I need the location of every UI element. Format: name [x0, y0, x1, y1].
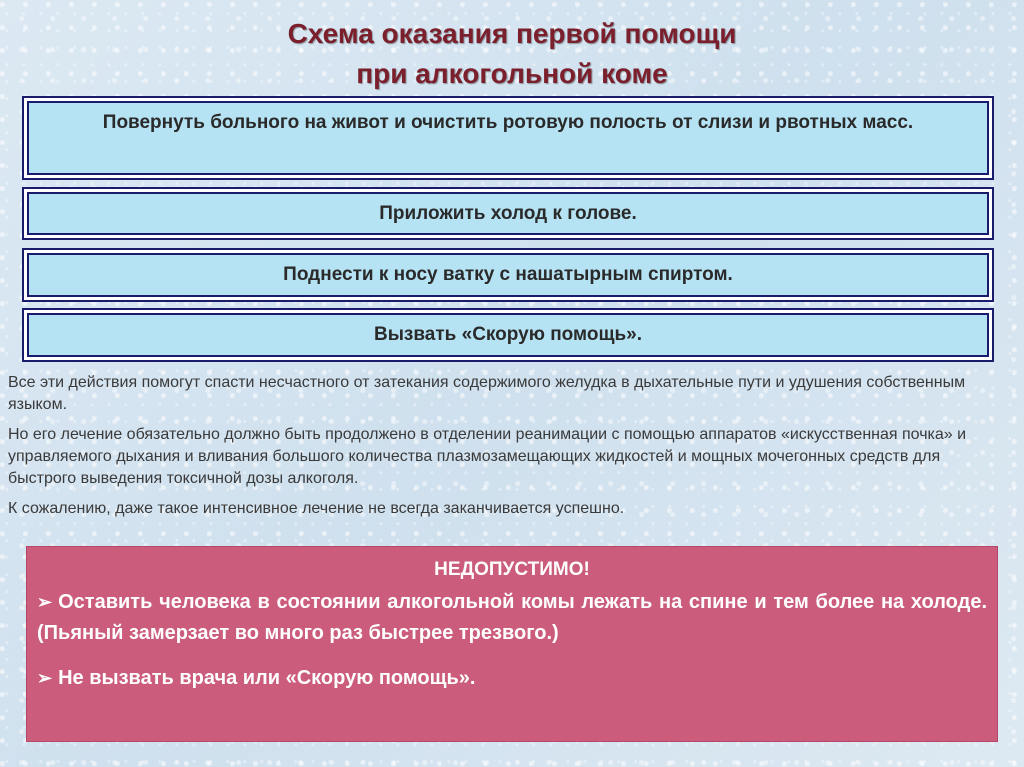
note-paragraph-2: Но его лечение обязательно должно быть продолжено в отделении реанимации с помощью аппаратов «искусственная почка» и управляемого дыхания и вливания большого количества плазмозамещающих жидкостей и мощных мочегонных средств для быстрого выведения токсичной дозы алкоголя.	[8, 426, 967, 487]
warning-box	[26, 546, 998, 742]
note-paragraph-1: Все эти действия помогут спасти несчастного от затекания содержимого желудка в дыхательные пути и удушения собственным языком.	[8, 374, 966, 413]
step-text-1: Повернуть больного на живот и очистить ротовую полость от слизи и рвотных масс.	[27, 101, 989, 175]
step-box-3	[22, 248, 994, 302]
warning-item-1	[37, 587, 987, 649]
arrow-bullet-icon: ➢	[37, 668, 53, 688]
warning-item-text-2: Не вызвать врача или «Скорую помощь».	[58, 667, 476, 689]
step-text-2: Приложить холод к голове.	[27, 192, 989, 235]
step-text-4: Вызвать «Скорую помощь».	[27, 313, 989, 357]
step-box-4	[22, 308, 994, 362]
explanation-notes	[8, 372, 1008, 528]
arrow-bullet-icon: ➢	[37, 592, 53, 612]
warning-item-text-1: Оставить человека в состоянии алкогольной комы лежать на спине и тем более на холоде. (Пьяный замерзает во много раз быстрее трезвого.)	[37, 591, 987, 644]
title-line-2: при алкогольной коме	[356, 58, 668, 89]
warning-heading: НЕДОПУСТИМО!	[434, 559, 590, 580]
step-box-2	[22, 187, 994, 240]
note-paragraph-3: К сожалению, даже такое интенсивное лечение не всегда заканчивается успешно.	[8, 500, 625, 517]
page-title	[0, 14, 1024, 94]
warning-item-2	[37, 663, 987, 694]
step-box-1	[22, 96, 994, 180]
title-line-1: Схема оказания первой помощи	[287, 18, 737, 49]
step-text-3: Поднести к носу ватку с нашатырным спиртом.	[27, 253, 989, 297]
